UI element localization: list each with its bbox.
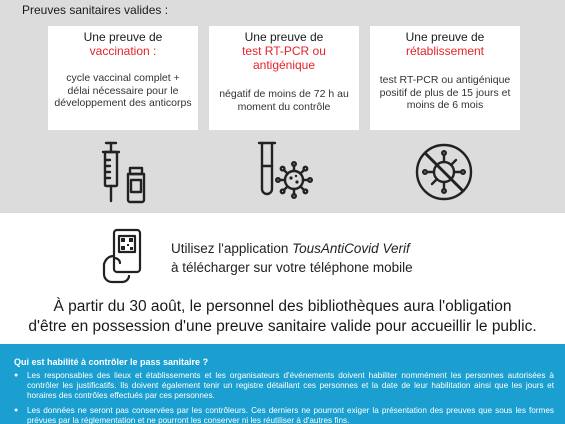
card-description: test RT-PCR ou antigénique positif de plus de 15 jours et moins de 6 mois [379,74,511,111]
card-test [209,26,359,130]
card-description: négatif de moins de 72 h au moment du contrôle [219,88,349,113]
test-tube-virus-icon [253,140,315,204]
card-vaccination [48,26,198,130]
card-heading [209,30,359,72]
card-heading-line2: vaccination : [89,44,157,58]
card-heading [48,30,198,58]
card-recovery [370,26,520,130]
faq-list [14,371,554,424]
app-instruction [0,226,565,286]
app-text [171,239,413,277]
app-name: TousAntiCovid Verif [292,241,410,256]
list-item: ● Les données ne seront pas conservées par les contrôleurs. Ces derniers ne pourront exiger la présentation des preuves que sous les formes prévues par la réglementation et ne pourront les conserver ni les réutiliser à d'autres fins. [14,406,554,424]
notice-line1: À partir du 30 août, le personnel des bibliothèques aura l'obligation [53,298,512,315]
card-heading [370,30,520,58]
card-heading-line2: test RT-PCR ou [242,44,326,58]
card-heading-line1: Une preuve de [244,30,324,44]
app-line2: à télécharger sur votre téléphone mobile [171,260,413,275]
no-virus-icon [413,140,475,204]
notice-line2: d'être en possession d'une preuve sanitaire valide pour accueillir le public. [28,318,537,335]
syringe-vial-icon [92,140,154,204]
proof-section-title: Preuves sanitaires valides : [22,3,169,17]
card-heading-line3: antigénique [252,58,316,72]
staff-obligation-notice [0,297,565,337]
phone-qr-icon [100,228,150,284]
card-heading-line1: Une preuve de [83,30,163,44]
app-line1 [171,239,413,258]
app-line1-prefix: Utilisez l'application [171,241,293,256]
list-item: ● Les responsables des lieux et établissements et les organisateurs d'événements doivent habiliter nommément les personnes autorisées à contrôler les justificatifs. Ils doivent également tenir un registre détaillant ces personnes et la date de leur habilitation ainsi que les jours et horaires des contrôles effectués par ces personnes. [14,371,554,402]
card-heading-line2: rétablissement [405,44,485,58]
faq-question: Qui est habilité à contrôler le pass sanitaire ? [14,357,209,367]
card-description: cycle vaccinal complet + délai nécessaire pour le développement des anticorps [54,72,192,109]
card-heading-line1: Une preuve de [405,30,485,44]
